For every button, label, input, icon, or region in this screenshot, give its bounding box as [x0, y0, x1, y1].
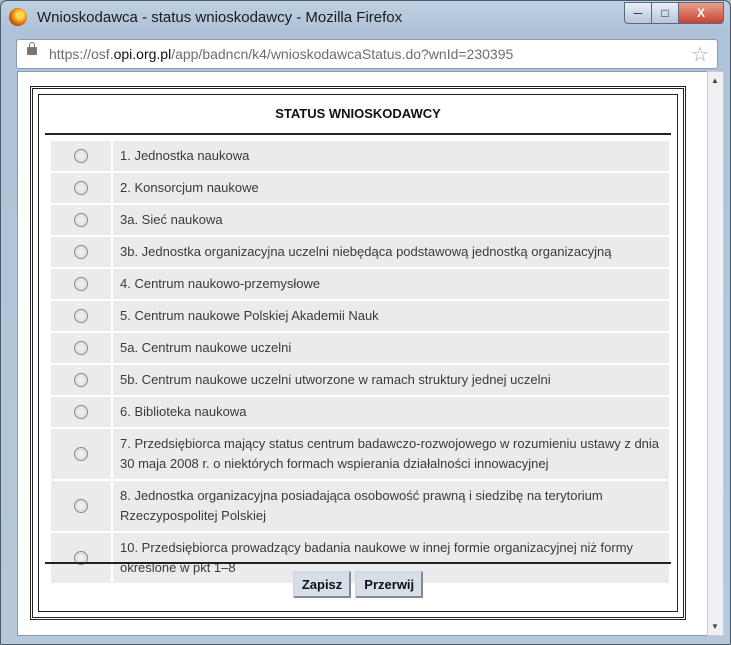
option-label: 3a. Sieć naukowa	[113, 205, 669, 235]
status-dialog	[30, 86, 686, 620]
url-path: /app/badncn/k4/wnioskodawcaStatus.do?wnId=230395	[171, 46, 514, 62]
window-title: Wnioskodawca - status wnioskodawcy - Mozilla Firefox	[37, 9, 403, 26]
url-prefix: https://osf.	[49, 46, 114, 62]
option-row[interactable]	[51, 301, 669, 331]
option-label: 5a. Centrum naukowe uczelni	[113, 333, 669, 363]
option-label: 10. Przedsiębiorca prowadzący badania naukowe w innej formie organizacyjnej niż formy określone w pkt 1–8	[113, 533, 669, 583]
option-row[interactable]	[51, 397, 669, 427]
option-radio-cell	[51, 237, 111, 267]
maximize-button[interactable]	[652, 2, 679, 24]
dialog-inner	[38, 94, 678, 612]
option-radio-cell	[51, 481, 111, 531]
option-radio-cell	[51, 429, 111, 479]
window-controls	[624, 2, 724, 24]
option-radio[interactable]	[74, 149, 88, 163]
option-radio-cell	[51, 333, 111, 363]
option-row[interactable]	[51, 481, 669, 531]
option-radio-cell	[51, 301, 111, 331]
option-radio[interactable]	[74, 277, 88, 291]
option-label: 2. Konsorcjum naukowe	[113, 173, 669, 203]
option-radio[interactable]	[74, 213, 88, 227]
minimize-button[interactable]	[624, 2, 652, 24]
option-row[interactable]	[51, 205, 669, 235]
option-radio[interactable]	[74, 447, 88, 461]
option-label: 5b. Centrum naukowe uczelni utworzone w ramach struktury jednej uczelni	[113, 365, 669, 395]
save-button[interactable]: Zapisz	[293, 571, 351, 598]
option-row[interactable]	[51, 429, 669, 479]
scroll-up-icon[interactable]: ▲	[711, 76, 719, 85]
lock-icon	[27, 47, 37, 55]
close-icon: X	[696, 6, 705, 20]
option-radio-cell	[51, 365, 111, 395]
option-label: 1. Jednostka naukowa	[113, 141, 669, 171]
url-text[interactable]	[49, 46, 513, 62]
button-bar	[39, 571, 677, 598]
option-radio[interactable]	[74, 309, 88, 323]
option-radio-cell	[51, 205, 111, 235]
url-domain: opi.org.pl	[113, 46, 172, 62]
option-label: 3b. Jednostka organizacyjna uczelni niebędąca podstawową jednostką organizacyjną	[113, 237, 669, 267]
option-radio[interactable]	[74, 245, 88, 259]
dialog-heading: STATUS WNIOSKODAWCY	[275, 106, 441, 121]
option-radio-cell	[51, 141, 111, 171]
firefox-icon	[9, 8, 27, 26]
cancel-button[interactable]: Przerwij	[355, 571, 423, 598]
option-radio[interactable]	[74, 405, 88, 419]
option-row[interactable]	[51, 365, 669, 395]
title-bar[interactable]	[1, 1, 730, 35]
option-label: 4. Centrum naukowo-przemysłowe	[113, 269, 669, 299]
option-label: 7. Przedsiębiorca mający status centrum badawczo-rozwojowego w rozumieniu ustawy z dnia 30 maja 2008 r. o niektórych formach wspierania działalności innowacyjnej	[113, 429, 669, 479]
page-content	[17, 71, 709, 636]
options-list	[51, 141, 669, 585]
option-radio-cell	[51, 269, 111, 299]
vertical-scrollbar[interactable]	[707, 71, 724, 636]
maximize-icon: □	[661, 6, 669, 20]
option-row[interactable]	[51, 141, 669, 171]
option-label: 8. Jednostka organizacyjna posiadająca osobowość prawną i siedzibę na terytorium Rzeczypospolitej Polskiej	[113, 481, 669, 531]
option-radio-cell	[51, 397, 111, 427]
close-button[interactable]	[679, 2, 724, 24]
option-radio[interactable]	[74, 181, 88, 195]
address-bar[interactable]	[16, 39, 718, 69]
heading-divider	[45, 133, 671, 135]
option-row[interactable]	[51, 333, 669, 363]
option-row[interactable]	[51, 173, 669, 203]
option-label: 5. Centrum naukowe Polskiej Akademii Nauk	[113, 301, 669, 331]
option-radio-cell	[51, 173, 111, 203]
option-row[interactable]	[51, 269, 669, 299]
minimize-icon: ─	[633, 6, 643, 20]
option-row[interactable]	[51, 237, 669, 267]
option-radio[interactable]	[74, 341, 88, 355]
scroll-down-icon[interactable]: ▼	[711, 622, 719, 631]
bookmark-star-icon[interactable]: ☆	[691, 44, 709, 66]
option-label: 6. Biblioteka naukowa	[113, 397, 669, 427]
footer-divider	[45, 562, 671, 564]
option-radio[interactable]	[74, 499, 88, 513]
option-radio[interactable]	[74, 373, 88, 387]
